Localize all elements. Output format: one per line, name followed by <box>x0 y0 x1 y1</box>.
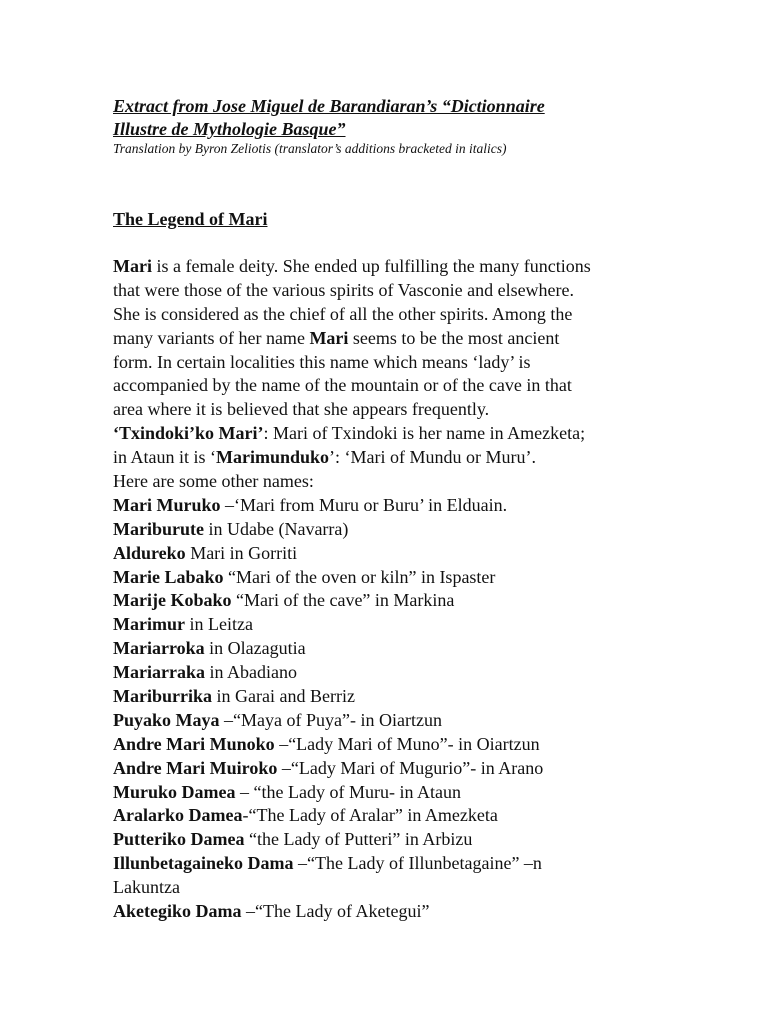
name-entry <box>113 613 673 637</box>
bold-term: ‘Txindoki’ko Mari’ <box>113 423 264 444</box>
extract-title-line-2: Illustre de Mythologie Basque” <box>113 119 346 139</box>
name-entry <box>113 900 673 924</box>
name-description: in Udabe (Navarra) <box>203 518 349 539</box>
name-description: –“Lady Mari of Mugurio”- in Arano <box>277 757 544 778</box>
name-entry <box>113 804 673 828</box>
name-entry <box>113 709 673 733</box>
name-term: Aralarko Damea <box>113 805 243 826</box>
paragraph-line: accompanied by the name of the mountain or of the cave in that <box>113 375 572 396</box>
name-term: Mari Muruko <box>113 494 221 515</box>
line-text: seems to be the most ancient <box>348 327 560 348</box>
name-entry <box>113 566 673 590</box>
name-description: in Leitza <box>184 614 253 635</box>
names-list <box>113 494 673 924</box>
section-heading: The Legend of Mari <box>113 209 268 229</box>
paragraph-line <box>113 422 673 446</box>
paragraph-line <box>113 446 673 470</box>
name-term: Mariburute <box>113 518 204 539</box>
name-entry <box>113 781 673 805</box>
name-description: –“The Lady of Illunbetagaine” –n <box>293 853 542 874</box>
paragraph-line: area where it is believed that she appears frequently. <box>113 399 490 420</box>
bold-term: Marimunduko <box>216 447 330 468</box>
name-description: “Mari of the oven or kiln” in Ispaster <box>223 566 496 587</box>
line-text: many variants of her name <box>113 327 310 348</box>
line-text: ’: ‘Mari of Mundu or Muru’. <box>329 447 536 468</box>
paragraph-line: that were those of the various spirits of Vasconie and elsewhere. <box>113 279 575 300</box>
name-term: Putteriko Damea <box>113 829 245 850</box>
name-entry <box>113 589 673 613</box>
name-term: Aketegiko Dama <box>113 901 242 922</box>
extract-title-line-1: Extract from Jose Miguel de Barandiaran’s “Dictionnaire <box>113 96 545 116</box>
name-description: in Abadiano <box>204 662 297 683</box>
name-entry <box>113 661 673 685</box>
name-description: “Mari of the cave” in Markina <box>231 590 455 611</box>
line-text: in Ataun it is ‘ <box>113 447 216 468</box>
body-text <box>113 255 673 924</box>
name-description: “the Lady of Putteri” in Arbizu <box>244 829 473 850</box>
name-term: Muruko Damea <box>113 781 236 802</box>
name-description: in Olazagutia <box>204 638 306 659</box>
name-entry <box>113 733 673 757</box>
name-entry <box>113 828 673 852</box>
name-entry <box>113 542 673 566</box>
name-term: Marie Labako <box>113 566 224 587</box>
paragraph-line <box>113 255 673 279</box>
name-entry <box>113 685 673 709</box>
bold-term: Mari <box>309 327 349 348</box>
name-entry <box>113 852 673 876</box>
line-text: is a female deity. She ended up fulfilling the many functions <box>151 256 591 276</box>
name-term: Marije Kobako <box>113 590 232 611</box>
name-description: -“The Lady of Aralar” in Amezketa <box>242 805 498 826</box>
paragraph-line: form. In certain localities this name which means ‘lady’ is <box>113 351 531 372</box>
name-description: Mari in Gorriti <box>185 542 298 563</box>
name-term: Aldureko <box>113 542 186 563</box>
extract-title <box>113 95 673 141</box>
paragraph-line: She is considered as the chief of all the other spirits. Among the <box>113 303 573 324</box>
paragraph-line: Here are some other names: <box>113 471 314 492</box>
name-entry <box>113 876 673 900</box>
name-description: – “the Lady of Muru- in Ataun <box>235 781 461 802</box>
name-entry <box>113 757 673 781</box>
name-description: –“Maya of Puya”- in Oiartzun <box>219 709 442 730</box>
paragraph-line <box>113 327 673 351</box>
name-term: Illunbetagaineko Dama <box>113 853 294 874</box>
name-description: –‘Mari from Muru or Buru’ in Elduain. <box>220 494 508 515</box>
name-description: –“The Lady of Aketegui” <box>241 901 430 922</box>
name-description: Lakuntza <box>113 877 180 898</box>
translation-note: Translation by Byron Zeliotis (translator’s additions bracketed in italics) <box>113 141 507 156</box>
name-description: –“Lady Mari of Muno”- in Oiartzun <box>274 733 540 754</box>
name-description: in Garai and Berriz <box>212 686 355 707</box>
name-entry <box>113 518 673 542</box>
name-term: Mariburrika <box>113 686 212 707</box>
name-term: Mariarraka <box>113 662 205 683</box>
name-entry <box>113 494 673 518</box>
name-entry <box>113 637 673 661</box>
name-term: Mariarroka <box>113 638 205 659</box>
name-term: Andre Mari Munoko <box>113 733 275 754</box>
name-term: Puyako Maya <box>113 709 220 730</box>
line-text: : Mari of Txindoki is her name in Amezketa; <box>263 423 586 444</box>
name-term: Andre Mari Muiroko <box>113 757 278 778</box>
bold-term: Mari <box>113 256 152 276</box>
name-term: Marimur <box>113 614 185 635</box>
